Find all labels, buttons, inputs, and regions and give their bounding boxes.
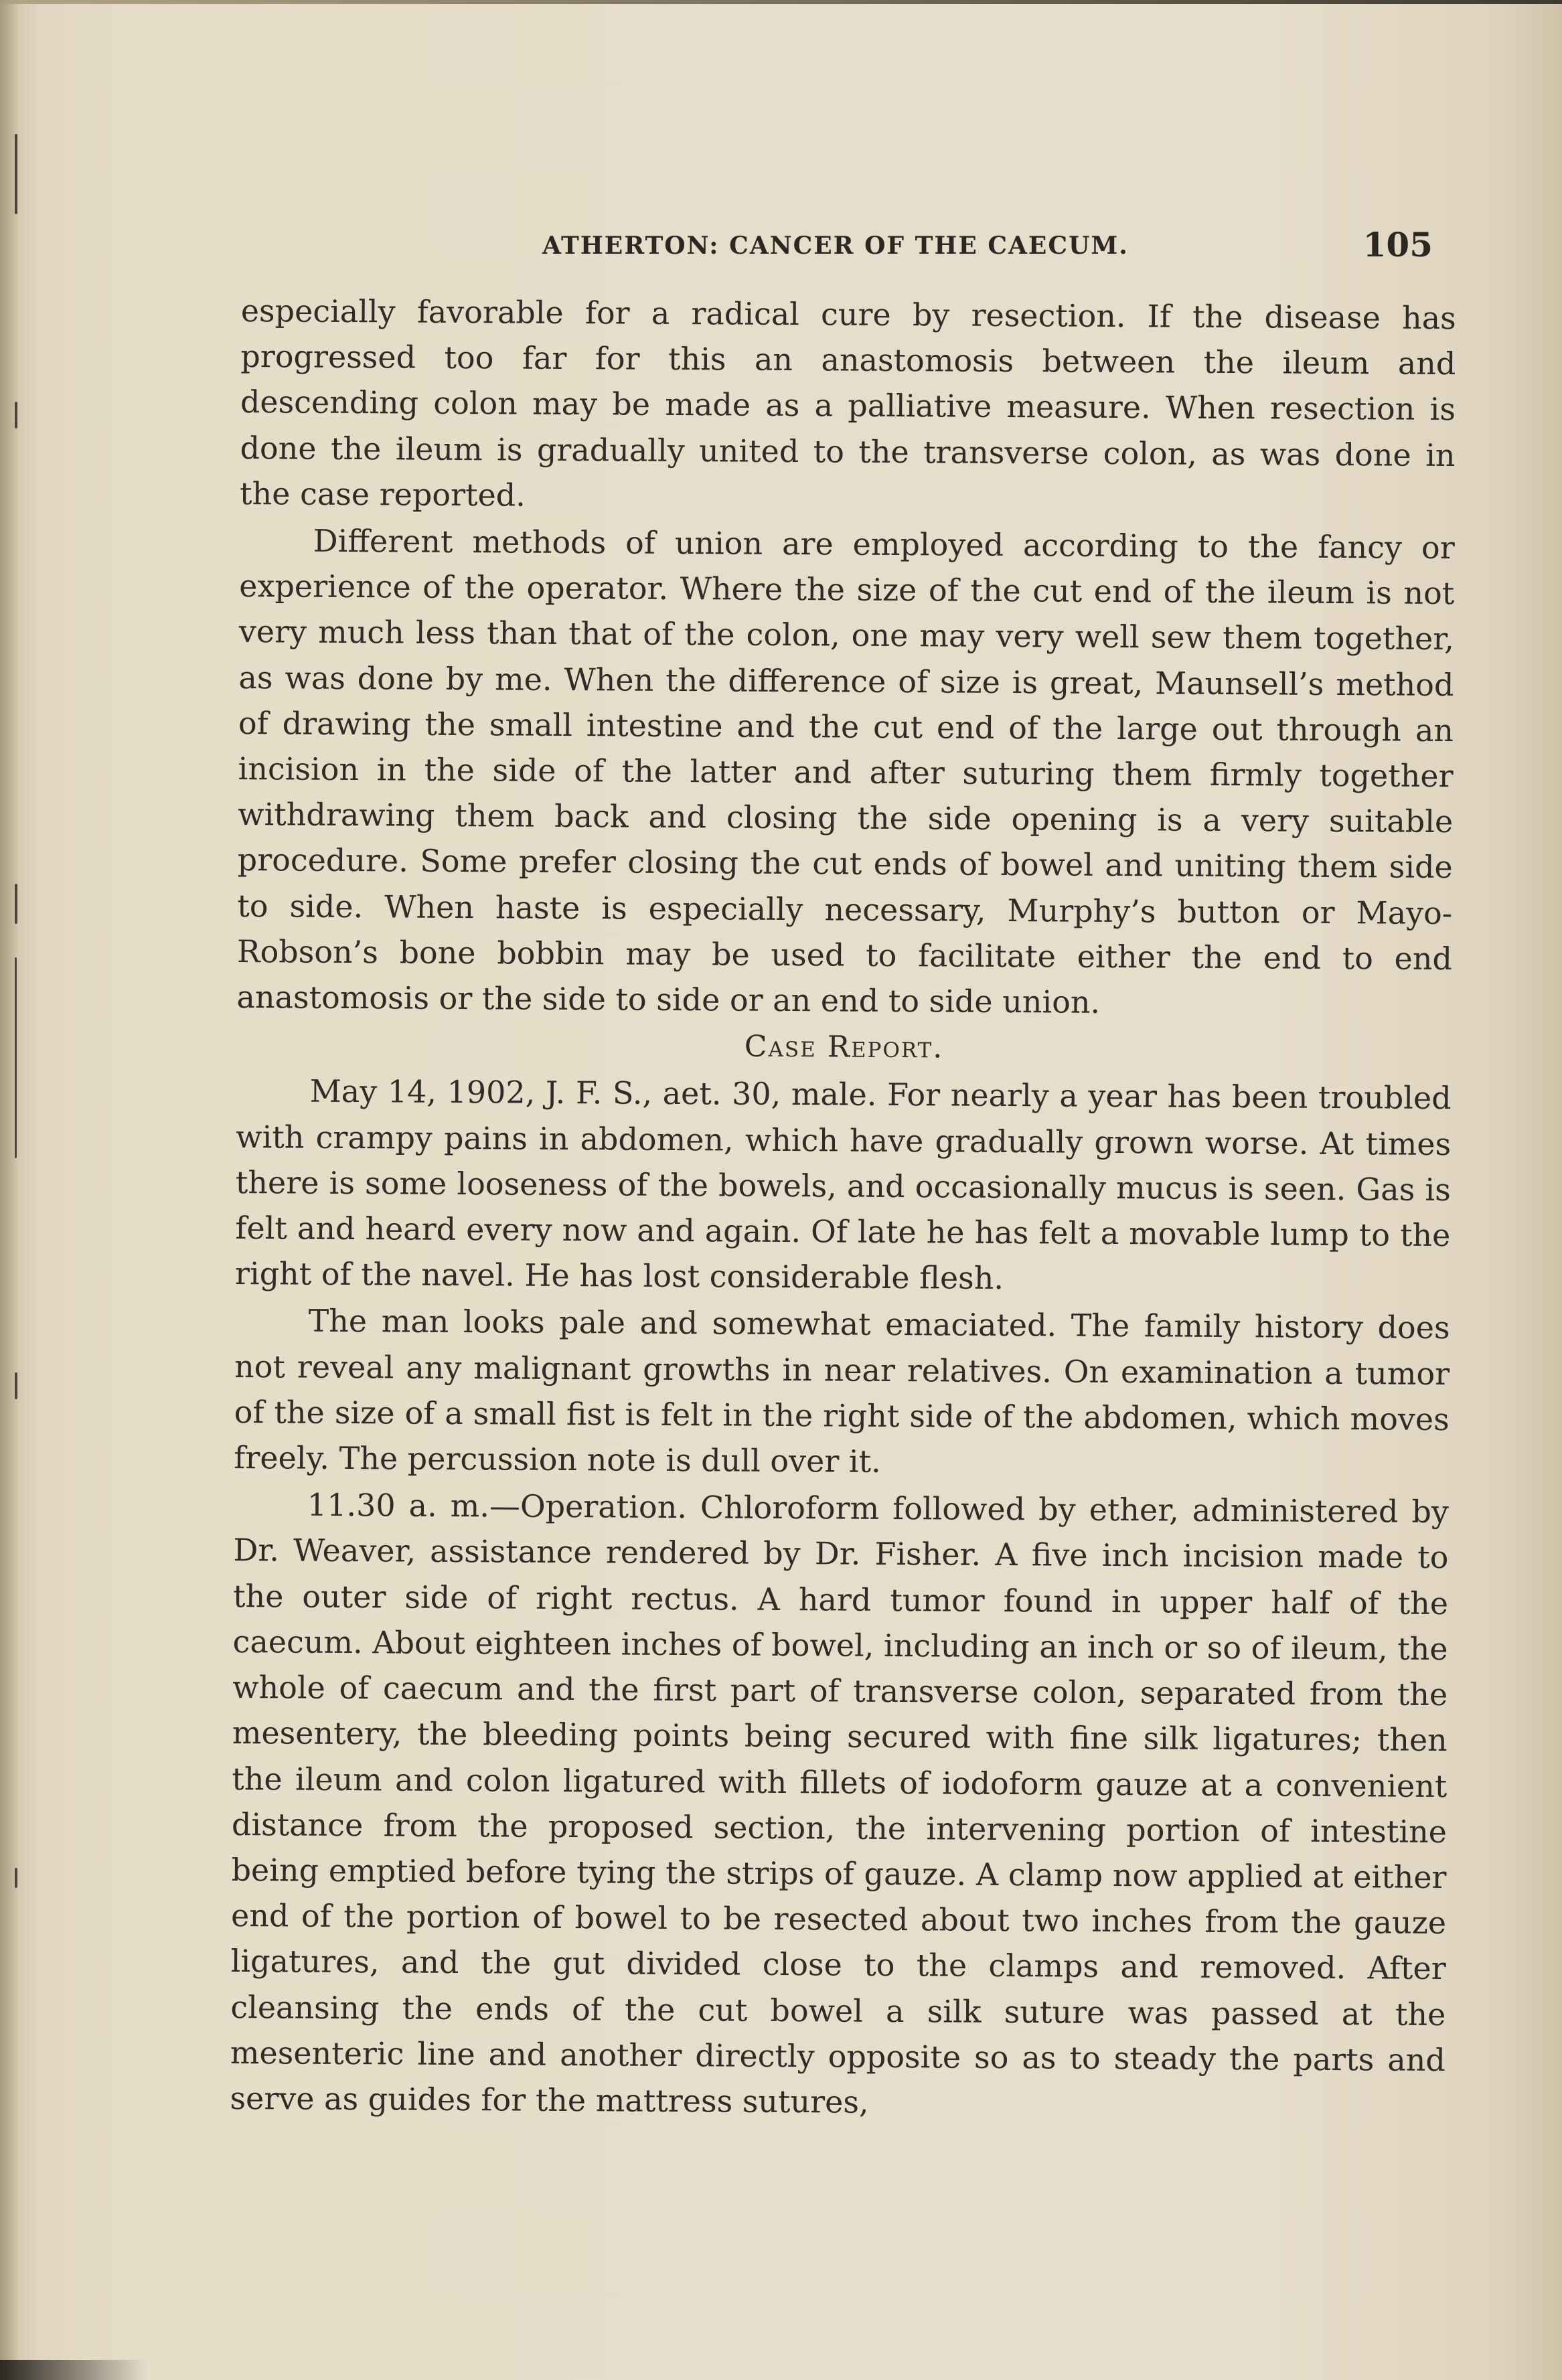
body-text xyxy=(230,288,1456,2130)
page-bottom-edge xyxy=(0,2360,147,2380)
section-title: Case Report. xyxy=(744,1029,944,1065)
paragraph-3: May 14, 1902, J. F. S., aet. 30, male. For nearly a year has been troubled with crampy pains in abdomen, which have gradually grown worse. At times there is some looseness of the bowels, and occasionally mucus is seen. Gas is felt and heard every now and again. Of late he has felt a movable lump to the right of the navel. He has lost considerable flesh. xyxy=(234,1073,1452,1297)
paragraph-5: 11.30 a. m.—Operation. Chloroform followed by ether, administered by Dr. Weaver, assistance rendered by Dr. Fisher. A five inch incision made to the outer side of right rectus. A hard tumor found in upper half of the caecum. About eighteen inches of bowel, including an inch or so of ileum, the whole of caecum and the first part of transverse colon, separated from the mesentery, the bleeding points being secured with fine silk ligatures; then the ileum and colon ligatured with fillets of iodoform gauze at a convenient distance from the proposed section, the intervening portion of intestine being emptied before tying the strips of gauze. A clamp now applied at either end of the portion of bowel to be resected about two inches from the gauze ligatures, and the gut divided close to the clamps and removed. After cleansing the ends of the cut bowel a silk suture was passed at the mesenteric line and another directly opposite so as to steady the parts and serve as guides for the mattress sutures, xyxy=(230,1486,1450,2120)
paragraph-4: The man looks pale and somewhat emaciated. The family history does not reveal any malignant growths in near relatives. On examination a tumor of the size of a small fist is felt in the right side of the abdomen, which moves freely. The percussion note is dull over it. xyxy=(234,1303,1450,1480)
running-head: ATHERTON: CANCER OF THE CAECUM. xyxy=(542,232,1129,260)
binding-shadow xyxy=(0,0,19,2380)
paragraph-2: Different methods of union are employed according to the fancy or experience of the operator. Where the size of the cut end of the ileum is not very much less than that of the colon, one may very well sew them together, as was done by me. When the difference of size is great, Maunsell’s method of drawing the small intestine and the cut end of the large out through an incision in the side of the latter and after suturing them firmly together withdrawing them back and closing the side opening is a very suitable procedure. Some prefer closing the cut ends of bowel and uniting them side to side. When haste is especially necessary, Murphy’s button or Mayo-Robson’s bone bobbin may be used to facilitate either the end to end anastomosis or the side to side or an end to side union. xyxy=(236,522,1455,1020)
margin-mark xyxy=(15,884,17,924)
margin-mark xyxy=(15,134,17,214)
margin-mark xyxy=(15,957,17,1158)
margin-mark xyxy=(15,402,17,428)
page-number: 105 xyxy=(1362,225,1433,264)
margin-mark xyxy=(15,1372,17,1399)
paragraph-1: especially favorable for a radical cure by resection. If the disease has progressed too far for this an anastomosis between the ileum and descending colon may be made as a palliative measure. When resection is done the ileum is gradually united to the transverse colon, as was done in the case reported. xyxy=(239,292,1456,513)
page-header xyxy=(248,220,1460,266)
margin-mark xyxy=(15,1868,17,1888)
page-top-edge xyxy=(0,0,1562,4)
